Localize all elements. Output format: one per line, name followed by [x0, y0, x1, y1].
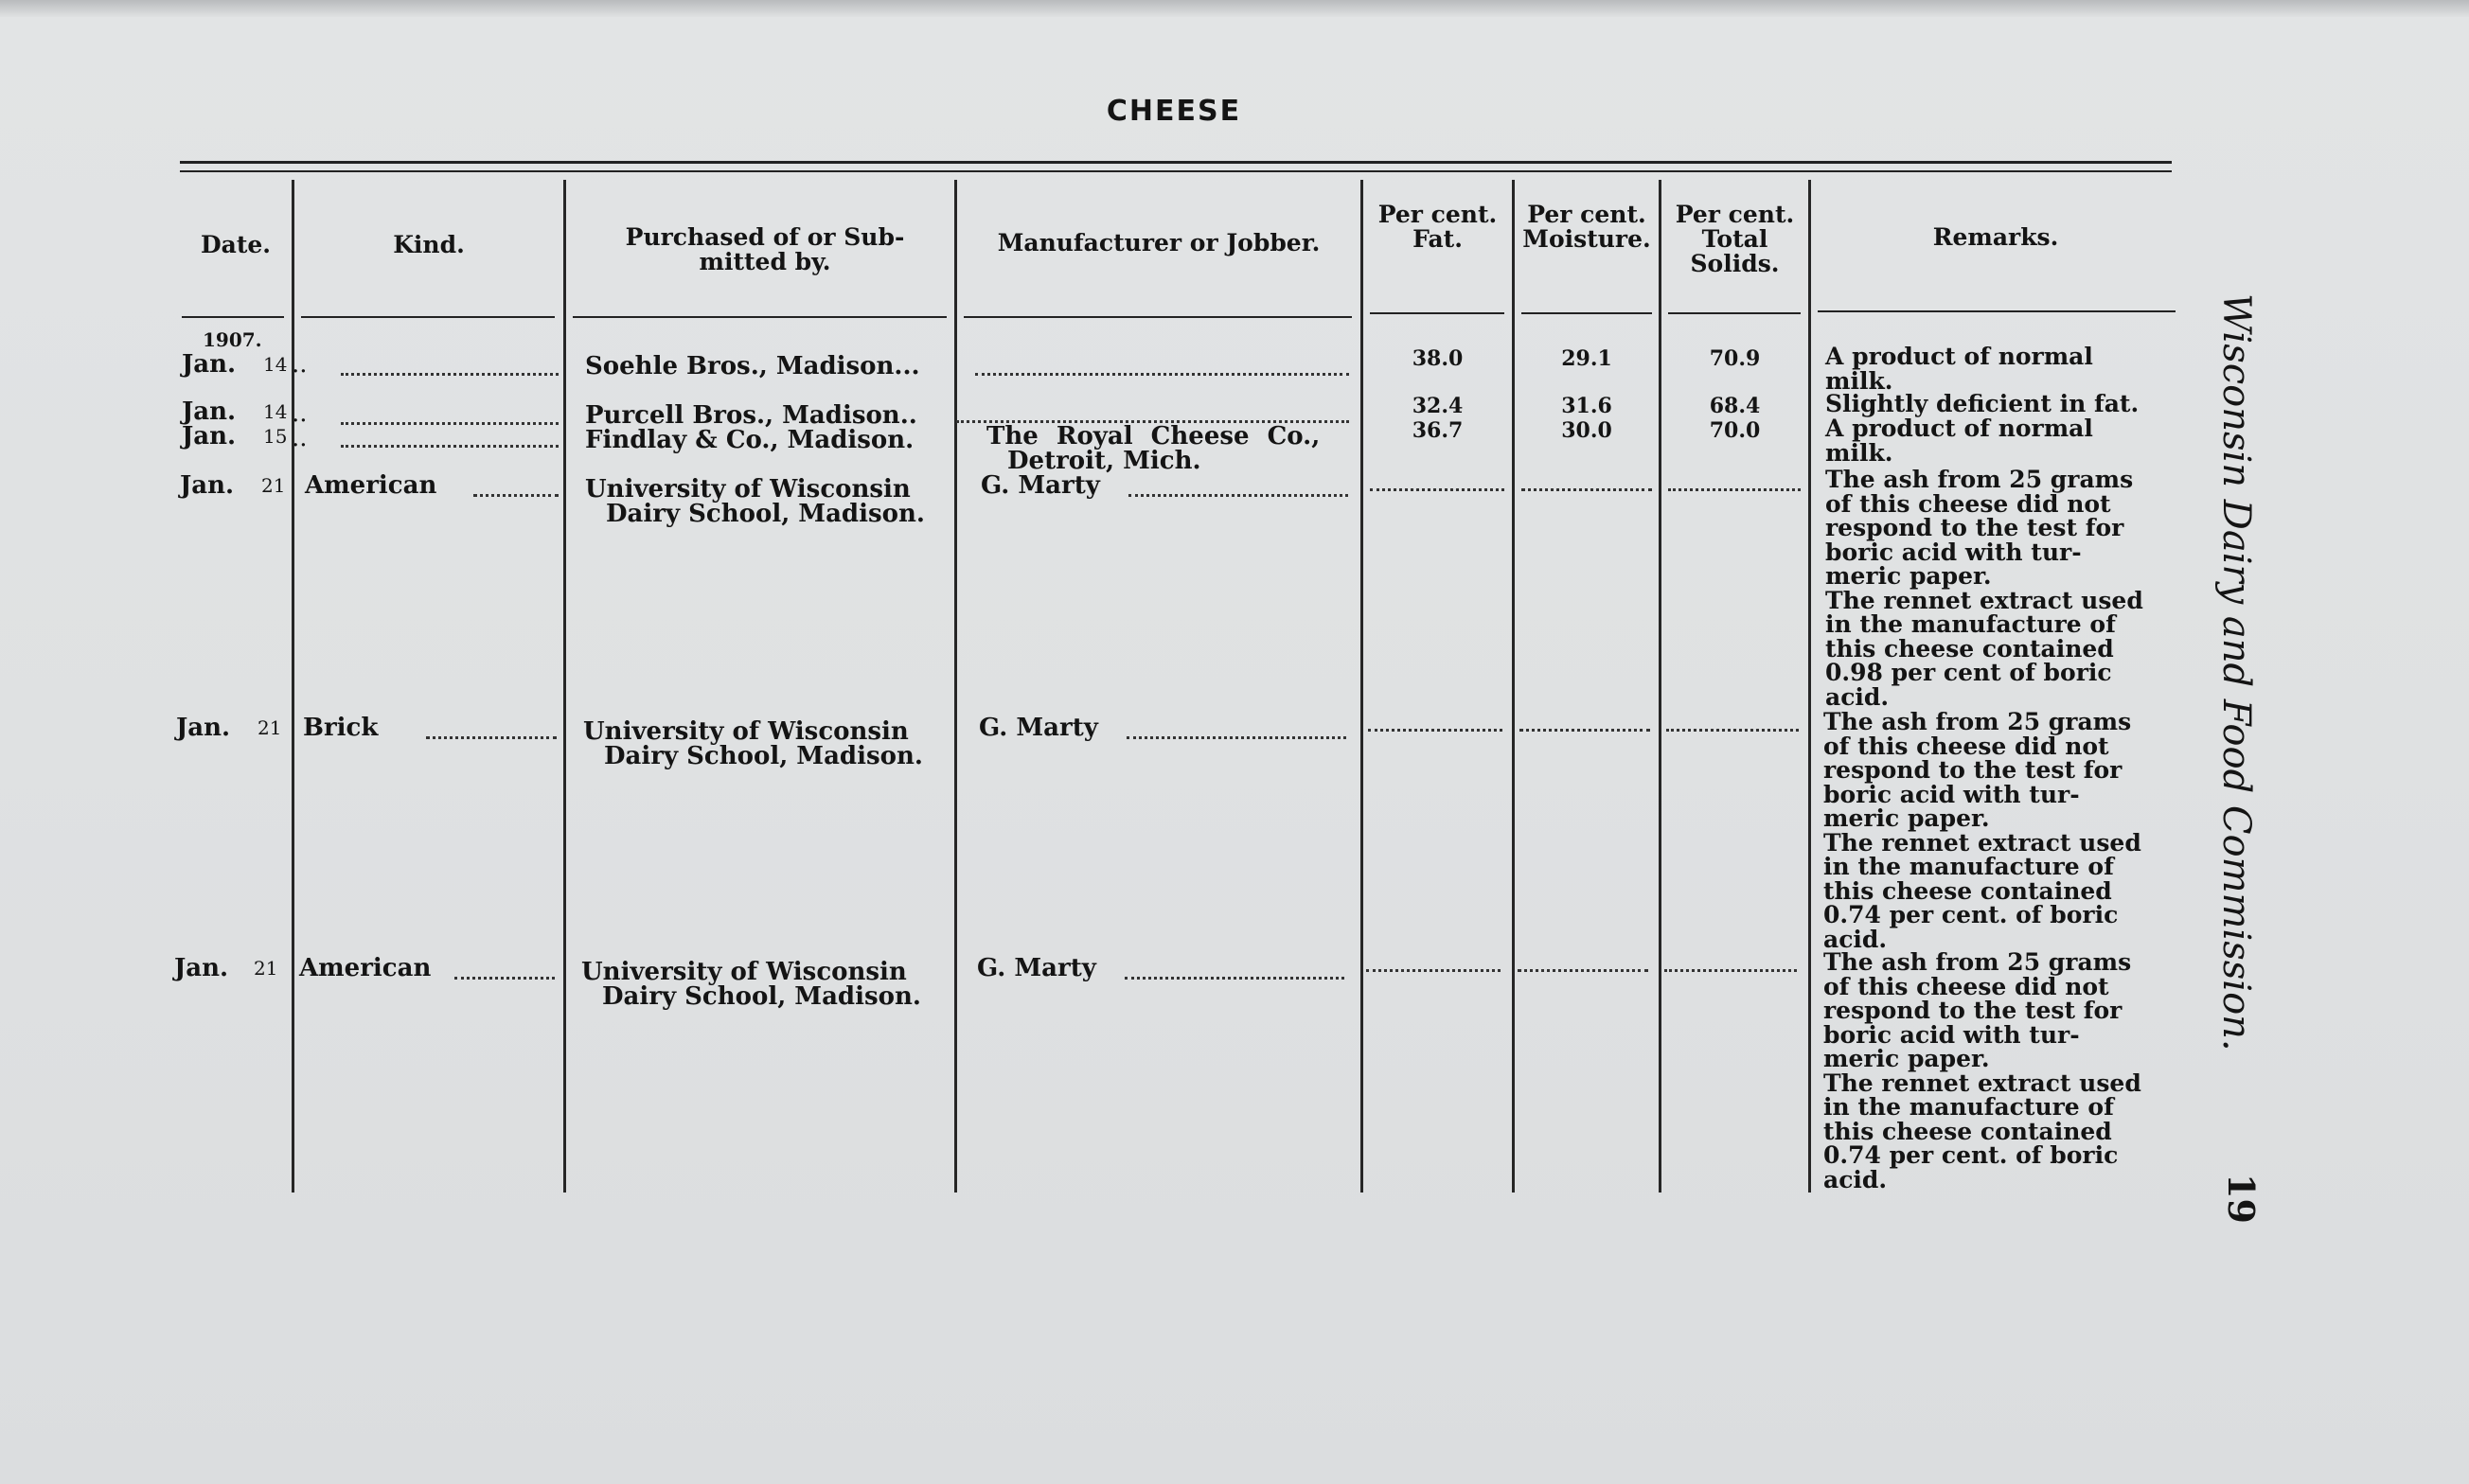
header-fat: Per cent. Fat. — [1377, 201, 1498, 253]
table-row-moisture: 31.6 — [1561, 394, 1612, 418]
header-solids: Per cent. Total Solids. — [1675, 201, 1795, 277]
table-row-purchased: University of Wisconsin — [585, 475, 911, 504]
leader-dots — [1519, 729, 1650, 732]
table-row-date-day: 21 — [261, 474, 286, 497]
top-rule-1 — [180, 161, 2172, 164]
table-row-purchased: University of Wisconsin — [581, 958, 907, 986]
table-row-remarks: The ash from 25 grams of this cheese did not respond to the test for boric acid with tur- meric paper. The rennet extract used in the manufacture of this cheese contained 0.74 per cent. of boric acid. — [1823, 708, 2141, 953]
table-row-date-month: Jan. — [182, 398, 237, 426]
table-row-remarks: A product of normal milk. — [1825, 343, 2093, 395]
table-row-remarks: The ash from 25 grams of this cheese did not respond to the test for boric acid with tur- meric paper. The rennet extract used in the manufacture of this cheese contained 0.74 per cent. of boric acid. — [1823, 948, 2141, 1193]
header-underline — [1370, 312, 1504, 314]
table-row-purchased-line2: Dairy School, Madison. — [604, 742, 923, 770]
header-underline — [301, 316, 555, 318]
leader-dots — [1668, 488, 1801, 491]
table-row-remarks: The ash from 25 grams of this cheese did not respond to the test for boric acid with tur- meric paper. The rennet extract used in the manufacture of this cheese contained 0.98 per cent of boric acid. — [1825, 466, 2143, 711]
header-purchased: Purchased of or Sub-mitted by. — [625, 223, 905, 275]
leader-dots — [1518, 969, 1648, 972]
table-row-date-day: 14 — [263, 353, 288, 376]
table-row-date-month: Jan. — [174, 954, 229, 982]
header-underline — [1668, 312, 1801, 314]
column-divider — [954, 180, 957, 1192]
table-row-fat: 36.7 — [1412, 418, 1464, 443]
table-row-date-day: 15 — [263, 425, 288, 448]
leader-dots — [454, 977, 555, 980]
table-row-fat: 38.0 — [1412, 346, 1464, 371]
table-row-manufacturer: G. Marty — [981, 471, 1100, 500]
leader-dots — [1366, 969, 1501, 972]
table-row-moisture: 30.0 — [1561, 418, 1612, 443]
header-underline — [182, 316, 284, 318]
leader-dots — [473, 494, 559, 497]
table-row-manufacturer: G. Marty — [979, 714, 1098, 742]
top-rule-2 — [180, 170, 2172, 172]
table-row-purchased-line2: Dairy School, Madison. — [606, 500, 925, 528]
table-row-date-month: Jan. — [180, 471, 235, 500]
table-row-solids: 68.4 — [1709, 394, 1761, 418]
leader-dots — [1370, 488, 1504, 491]
leader-dots — [1125, 977, 1344, 980]
header-underline — [1521, 312, 1652, 314]
table-row-purchased: University of Wisconsin — [583, 717, 909, 746]
column-divider — [1808, 180, 1811, 1192]
header-moisture: Per cent. Moisture. — [1522, 201, 1651, 253]
table-row-kind: .. — [292, 399, 308, 428]
table-row-kind: American — [305, 471, 437, 500]
table-row-moisture: 29.1 — [1561, 346, 1612, 371]
column-divider — [1512, 180, 1515, 1192]
table-row-purchased: Findlay & Co., Madison. — [585, 426, 915, 454]
leader-dots — [1521, 488, 1652, 491]
table-row-remarks: A product of normal milk. — [1825, 415, 2093, 467]
table-row-kind: .. — [292, 424, 308, 452]
header-remarks: Remarks. — [1932, 223, 2059, 251]
header-underline — [573, 316, 947, 318]
table-row-solids: 70.0 — [1709, 418, 1761, 443]
table-row-kind: Brick — [303, 714, 379, 742]
header-date: Date. — [200, 231, 272, 258]
header-underline — [1818, 310, 2176, 312]
leader-dots — [1127, 736, 1346, 739]
header-kind: Kind. — [393, 231, 465, 258]
column-divider — [1360, 180, 1363, 1192]
year-label: 1907. — [203, 328, 262, 351]
leader-dots — [1128, 494, 1348, 497]
page-title: CHEESE — [1106, 95, 1242, 128]
table-row-date-month: Jan. — [176, 714, 231, 742]
header-manufacturer: Manufacturer or Jobber. — [997, 229, 1321, 256]
table-row-manufacturer-line2: Detroit, Mich. — [1007, 447, 1201, 475]
leader-dots — [1368, 729, 1502, 732]
leader-dots — [1666, 729, 1799, 732]
leader-dots — [1664, 969, 1797, 972]
page-number: 19 — [2220, 1174, 2263, 1224]
table-row-purchased-line2: Dairy School, Madison. — [602, 982, 921, 1011]
column-divider — [292, 180, 294, 1192]
page-top-edge — [0, 0, 2469, 17]
table-row-fat: 32.4 — [1412, 394, 1464, 418]
table-row-date-day: 21 — [254, 957, 278, 980]
table-row-kind: .. — [292, 350, 308, 379]
table-row-date-day: 14 — [263, 400, 288, 423]
table-row-remarks: Slightly deficient in fat. — [1825, 390, 2140, 417]
column-divider — [563, 180, 566, 1192]
table-row-purchased: Soehle Bros., Madison... — [585, 352, 920, 380]
table-row-manufacturer: The Royal Cheese Co., — [986, 422, 1321, 450]
column-divider — [1659, 180, 1661, 1192]
side-running-title: Wisconsin Dairy and Food Commission. — [2214, 293, 2258, 1051]
table-row-kind: American — [299, 954, 432, 982]
table-row-manufacturer: G. Marty — [977, 954, 1096, 982]
table-row-date-month: Jan. — [182, 350, 237, 379]
table-row-date-day: 21 — [258, 716, 282, 739]
header-underline — [964, 316, 1352, 318]
leader-dots — [341, 445, 559, 448]
leader-dots — [341, 373, 559, 376]
table-row-purchased: Purcell Bros., Madison.. — [585, 401, 917, 430]
leader-dots — [426, 736, 557, 739]
leader-dots — [341, 422, 559, 425]
table-row-date-month: Jan. — [182, 422, 237, 450]
leader-dots — [975, 373, 1349, 376]
table-row-solids: 70.9 — [1709, 346, 1761, 371]
